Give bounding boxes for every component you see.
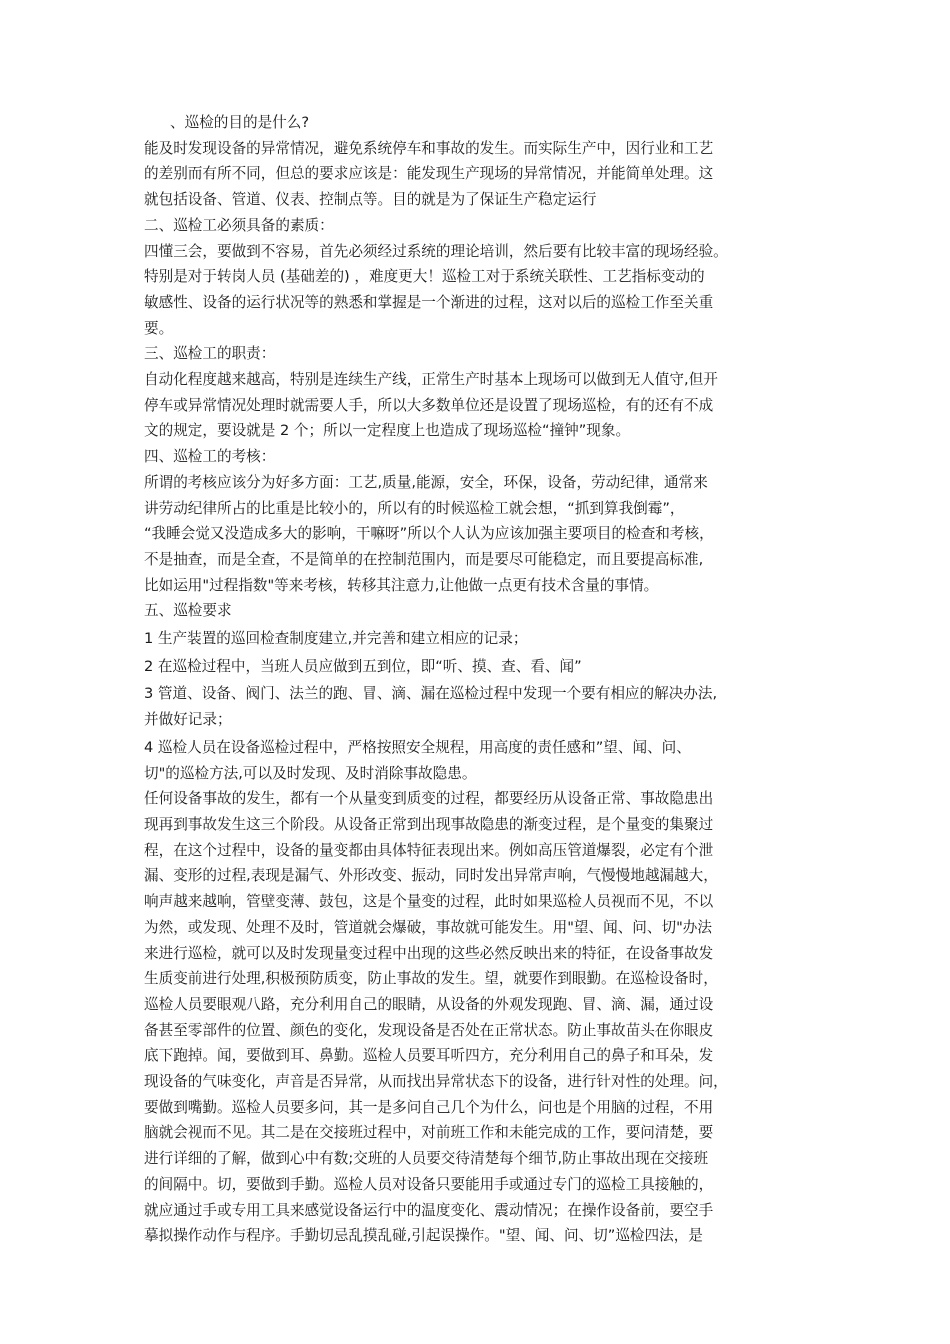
requirement-item-4: 4 巡检人员在设备巡检过程中，严格按照安全规程，用高度的责任感和”望、闻、问、 bbox=[144, 738, 691, 756]
closing-line: 摹拟操作动作与程序。手勤切忌乱摸乱碰,引起误操作。"望、闻、问、切”巡检四法，是 bbox=[144, 1227, 703, 1245]
closing-line: 响声越来越响，管壁变薄、鼓包，这是个量变的过程，此时如果巡检人员视而不见，不以 bbox=[144, 893, 714, 911]
section-4-title: 四、巡检工的考核： bbox=[144, 448, 276, 466]
closing-line: 现设备的气味变化，声音是否异常，从而找出异常状态下的设备，进行针对性的处理。问， bbox=[144, 1073, 728, 1091]
requirement-item-1: 1 生产装置的巡回检查制度建立,并完善和建立相应的记录； bbox=[144, 630, 528, 648]
section-1-line: 能及时发现设备的异常情况，避免系统停车和事故的发生。而实际生产中，因行业和工艺 bbox=[144, 139, 714, 157]
closing-line: 生质变前进行处理,积极预防质变，防止事故的发生。望，就要作到眼勤。在巡检设备时， bbox=[144, 970, 718, 988]
requirement-item-4-cont: 切"的巡检方法,可以及时发现、及时消除事故隐患。 bbox=[144, 764, 477, 782]
closing-line: 就应通过手或专用工具来感觉设备运行中的温度变化、震动情况；在操作设备前，要空手 bbox=[144, 1201, 714, 1219]
closing-line: 来进行巡检，就可以及时发现量变过程中出现的这些必然反映出来的特征，在设备事故发 bbox=[144, 944, 714, 962]
section-3-line: 停车或异常情况处理时就需要人手，所以大多数单位还是设置了现场巡检，有的还有不成 bbox=[144, 396, 714, 414]
section-4-line: 比如运用"过程指数"等来考核，转移其注意力,让他做一点更有技术含量的事情。 bbox=[144, 576, 659, 594]
section-4-line: 所谓的考核应该分为好多方面：工艺,质量,能源，安全，环保，设备，劳动纪律，通常来 bbox=[144, 473, 708, 491]
section-2-line: 敏感性、设备的运行状况等的熟悉和掌握是一个渐进的过程，这对以后的巡检工作至关重 bbox=[144, 293, 714, 311]
closing-line: 程，在这个过程中，设备的量变都由具体特征表现出来。例如高压管道爆裂，必定有个泄 bbox=[144, 841, 714, 859]
closing-line: 漏、变形的过程,表现是漏气、外形改变、振动，同时发出异常声响，气慢慢地越漏越大， bbox=[144, 867, 718, 885]
closing-line: 现再到事故发生这三个阶段。从设备正常到出现事故隐患的渐变过程，是个量变的集聚过 bbox=[144, 815, 714, 833]
section-2-line: 要。 bbox=[144, 319, 174, 337]
closing-line: 备甚至零部件的位置、颜色的变化，发现设备是否处在正常状态。防止事故苗头在你眼皮 bbox=[144, 1021, 714, 1039]
closing-line: 为然，或发现、处理不及时，管道就会爆破，事故就可能发生。用"望、闻、问、切"办法 bbox=[144, 918, 712, 936]
requirement-item-3-cont: 并做好记录； bbox=[144, 711, 232, 729]
section-3-line: 文的规定，要设就是 2 个；所以一定程度上也造成了现场巡检“撞钟”现象。 bbox=[144, 422, 631, 440]
document-page bbox=[144, 110, 810, 1249]
section-3-line: 自动化程度越来越高，特别是连续生产线，正常生产时基本上现场可以做到无人值守,但开 bbox=[144, 371, 718, 389]
requirement-item-2: 2 在巡检过程中，当班人员应做到五到位，即“听、摸、查、看、闻” bbox=[144, 657, 582, 675]
requirement-item-3: 3 管道、设备、阀门、法兰的跑、冒、滴、漏在巡检过程中发现一个要有相应的解决办法, bbox=[144, 685, 718, 703]
closing-line: 任何设备事故的发生，都有一个从量变到质变的过程，都要经历从设备正常、事故隐患出 bbox=[144, 790, 714, 808]
section-4-line: 不是抽查，而是全查，不是简单的在控制范围内，而是要尽可能稳定，而且要提高标准, bbox=[144, 550, 704, 568]
section-1-line: 的差别而有所不同，但总的要求应该是：能发现生产现场的异常情况，并能简单处理。这 bbox=[144, 165, 714, 183]
section-1-title: 、巡检的目的是什么? bbox=[170, 114, 310, 131]
closing-line: 要做到嘴勤。巡检人员要多问，其一是多问自己几个为什么，问也是个用脑的过程，不用 bbox=[144, 1098, 714, 1116]
closing-line: 脑就会视而不见。其二是在交接班过程中，对前班工作和未能完成的工作，要问清楚，要 bbox=[144, 1124, 714, 1142]
section-4-line: “我睡会觉又没造成多大的影响，干嘛呀”所以个人认为应该加强主要项目的检查和考核， bbox=[144, 525, 714, 543]
closing-line: 的间隔中。切，要做到手勤。巡检人员对设备只要能用手或通过专门的巡检工具接触的， bbox=[144, 1175, 714, 1193]
closing-line: 巡检人员要眼观八路，充分利用自己的眼睛，从设备的外观发现跑、冒、滴、漏，通过设 bbox=[144, 995, 714, 1013]
closing-line: 底下跑掉。闻，要做到耳、鼻勤。巡检人员要耳听四方，充分利用自己的鼻子和耳朵，发 bbox=[144, 1047, 714, 1065]
section-1-line: 就包括设备、管道、仪表、控制点等。目的就是为了保证生产稳定运行 bbox=[144, 191, 597, 209]
section-2-line: 特别是对于转岗人员 (基础差的) ，难度更大！巡检工对于系统关联性、工艺指标变动的 bbox=[144, 268, 705, 286]
section-5-title: 五、巡检要求 bbox=[144, 602, 232, 620]
section-3-title: 三、巡检工的职责： bbox=[144, 345, 276, 363]
section-2-title: 二、巡检工必须具备的素质： bbox=[144, 216, 334, 234]
closing-line: 进行详细的了解，做到心中有数;交班的人员要交待清楚每个细节,防止事故出现在交接班 bbox=[144, 1150, 709, 1168]
section-2-line: 四懂三会，要做到不容易，首先必须经过系统的理论培训，然后要有比较丰富的现场经验。 bbox=[144, 242, 728, 260]
section-4-line: 讲劳动纪律所占的比重是比较小的，所以有的时候巡检工就会想，“抓到算我倒霉”， bbox=[144, 499, 685, 517]
